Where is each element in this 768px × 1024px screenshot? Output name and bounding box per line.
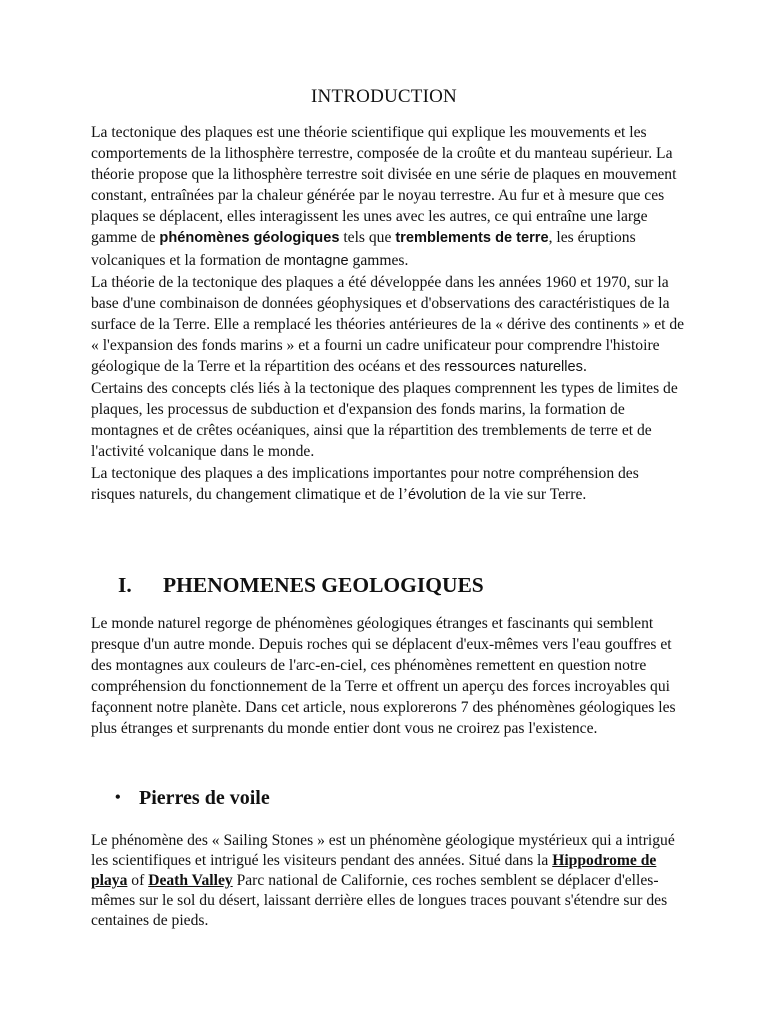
bullet-text: of (127, 872, 149, 889)
section-body: Le monde naturel regorge de phénomènes géologiques étranges et fascinants qui semblent presque d'un autre monde. Depuis roches qui se déplacent d'eux-mêmes vers l'eau gouffres et des montagnes aux couleurs de l'arc-en-ciel, ces phénomènes remettent en question notre compréhension du fonctionnement de la Terre et offrent un aperçu des forces incroyables qui façonnent notre planète. Dans cet article, nous explorerons 7 des phénomènes géologiques les plus étranges et surprenants du monde entier dont vous ne croirez pas l'existence. (91, 615, 676, 738)
bullet-heading-text: Pierres de voile (139, 787, 270, 809)
intro-text: tels que (339, 229, 396, 247)
intro-term: montagne (283, 252, 349, 269)
intro-bold-term: phénomènes géologiques (159, 230, 340, 247)
intro-text: de la vie sur Terre. (466, 485, 587, 503)
bullet-text: Parc national de Californie, ces roches semblent se déplacer d'elles-mêmes sur le sol du désert, laissant derrière elles de longues traces pouvant s'étendre sur des centaines de pieds. (91, 872, 668, 929)
intro-text: , les éruptions volcaniques et la formation de (91, 229, 636, 269)
bullet-text: Le phénomène des « Sailing Stones » est un phénomène géologique mystérieux qui a intrigué les scientifiques et intrigué les visiteurs pendant des années. Situé dans la (91, 832, 675, 869)
introduction-body (91, 122, 685, 506)
intro-text: . (582, 358, 587, 376)
section-number: I. (118, 573, 132, 597)
intro-text: La tectonique des plaques a des implications importantes pour notre compréhension des risques naturels, du changement climatique et de l’ (91, 464, 639, 503)
hippodrome-link[interactable]: Hippodrome de playa (91, 852, 657, 889)
death-valley-link[interactable]: Death Valley (148, 872, 233, 889)
intro-text: La tectonique des plaques est une théorie scientifique qui explique les mouvements et les comportements de la lithosphère terrestre, composée de la croûte et du manteau supérieur. La théorie propose que la lithosphère terrestre soit divisée en une série de plaques en mouvement constant, entraînées par la chaleur générée par le noyau terrestre. Au fur et à mesure que ces plaques se déplacent, elles interagissent les unes avec les autres, ce qui entraîne une large gamme de (91, 124, 677, 247)
intro-term: ressources naturelles (444, 359, 583, 376)
page-title: INTRODUCTION (311, 86, 457, 107)
section-heading-text: PHENOMENES GEOLOGIQUES (163, 573, 484, 597)
bullet-icon: • (115, 789, 121, 806)
intro-term: évolution (407, 486, 467, 503)
intro-text: La théorie de la tectonique des plaques a été développée dans les années 1960 et 1970, sur la base d'une combinaison de données géophysiques et d'observations des caractéristiques de la surface de la Terre. Elle a remplacé les théories antérieures de la « dérive des continents » et de « l'expansion des fonds marins » et a fourni un cadre unificateur pour comprendre l'histoire géologique de la Terre et la répartition des océans et des (91, 273, 685, 376)
bullet-heading (115, 787, 270, 810)
intro-text: gammes. (348, 251, 409, 269)
intro-bold-term: tremblements de terre (395, 230, 549, 247)
bullet-body (91, 831, 685, 931)
section-heading (118, 573, 484, 598)
intro-paragraph: Certains des concepts clés liés à la tectonique des plaques comprennent les types de limites de plaques, les processus de subduction et d'expansion des fonds marins, la formation de montagnes et de crêtes océaniques, ainsi que la répartition des tremblements de terre et de l'activité volcanique dans le monde. (91, 380, 678, 461)
